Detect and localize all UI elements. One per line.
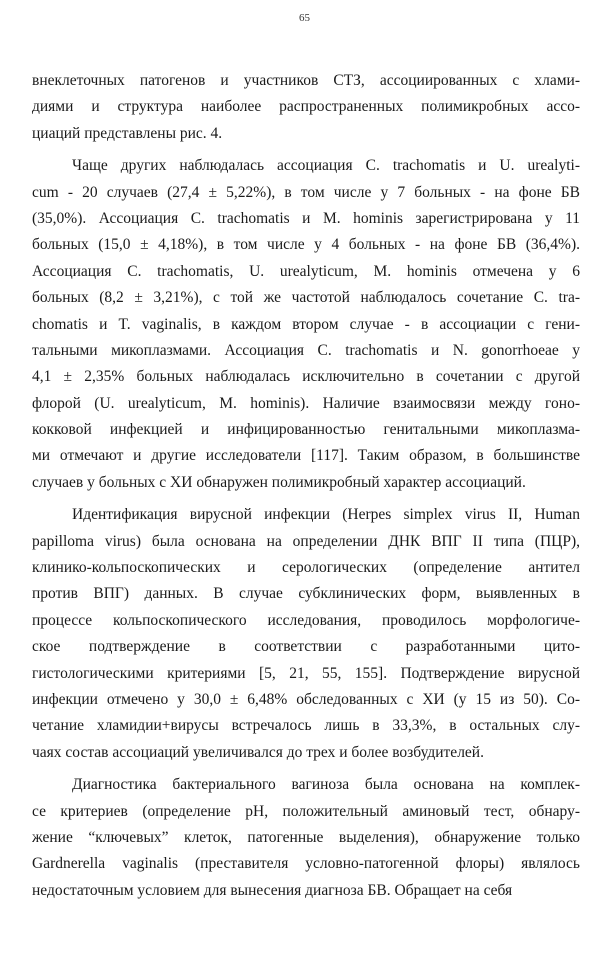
text-line: ское подтверждение в соответствии с разработанными цито- bbox=[32, 638, 580, 656]
text-line: Чаще других наблюдалась ассоциация C. trachomatis и U. urealyti- bbox=[72, 157, 580, 175]
paragraph bbox=[32, 68, 580, 147]
text-line: недостаточным условием для вынесения диагноза БВ. Обращает на себя bbox=[32, 881, 513, 899]
text-line: гистологическими критериями [5, 21, 55, 155]. Подтверждение вирусной bbox=[32, 664, 580, 682]
text-line: Диагностика бактериального вагиноза была основана на комплек- bbox=[72, 776, 580, 794]
text-line: Идентификация вирусной инфекции (Herpes simplex virus II, Human bbox=[72, 506, 580, 524]
paragraph bbox=[32, 502, 580, 766]
text-line: случаев у больных с ХИ обнаружен полимикробный характер ассоциаций. bbox=[32, 473, 526, 491]
text-line: chomatis и T. vaginalis, в каждом втором случае - в ассоциации с гени- bbox=[32, 315, 580, 333]
text-line: cum - 20 случаев (27,4 ± 5,22%), в том числе у 7 больных - на фоне БВ bbox=[32, 183, 580, 201]
text-line: тальными микоплазмами. Ассоциация C. trachomatis и N. gonorrhoeae у bbox=[32, 341, 580, 359]
text-line: жение “ключевых” клеток, патогенные выделения), обнаружение только bbox=[32, 828, 580, 846]
text-line: 4,1 ± 2,35% больных наблюдалась исключительно в сочетании с другой bbox=[32, 368, 580, 386]
text-line: (35,0%). Ассоциация C. trachomatis и M. hominis зарегистрирована у 11 bbox=[32, 209, 580, 227]
text-line: больных (15,0 ± 4,18%), в том числе у 4 больных - на фоне БВ (36,4%). bbox=[32, 236, 580, 254]
text-line: се критериев (определение pH, положительный аминовый тест, обнару- bbox=[32, 802, 580, 820]
text-line: внеклеточных патогенов и участников СТЗ, ассоциированных с хлами- bbox=[32, 72, 580, 89]
paragraph bbox=[32, 772, 580, 904]
page-number: 65 bbox=[299, 12, 310, 24]
text-line: Gardnerella vaginalis (преставителя условно-патогенной флоры) являлось bbox=[32, 855, 580, 873]
text-line: четание хламидии+вирусы встречалось лишь в 33,3%, в остальных слу- bbox=[32, 717, 580, 735]
text-line: инфекции отмечено у 30,0 ± 6,48% обследованных с ХИ (у 15 из 50). Со- bbox=[32, 690, 580, 708]
text-line: процессе кольпоскопического исследования, проводилось морфологиче- bbox=[32, 611, 580, 629]
text-line: papilloma virus) была основана на определении ДНК ВПГ II типа (ПЦР), bbox=[32, 532, 580, 550]
text-line: против ВПГ) данных. В случае субклинических форм, выявленных в bbox=[32, 585, 580, 603]
text-line: диями и структура наиболее распространенных полимикробных ассо- bbox=[32, 98, 580, 116]
text-line: флорой (U. urealyticum, M. hominis). Наличие взаимосвязи между гоно- bbox=[32, 394, 580, 412]
text-line: чаях состав ассоциаций увеличивался до трех и более возбудителей. bbox=[32, 743, 484, 761]
text-line: больных (8,2 ± 3,21%), с той же частотой наблюдалось сочетание C. tra- bbox=[32, 289, 580, 307]
text-line: ми отмечают и другие исследователи [117]. Таким образом, в большинстве bbox=[32, 447, 580, 465]
text-line: Ассоциация C. trachomatis, U. urealyticum, M. hominis отмечена у 6 bbox=[32, 262, 580, 280]
text-line: клинико-кольпоскопических и серологических (определение антител bbox=[32, 559, 580, 577]
text-line: циаций представлены рис. 4. bbox=[32, 124, 223, 142]
body-text bbox=[32, 68, 580, 904]
paragraph bbox=[32, 153, 580, 496]
text-line: кокковой инфекцией и инфицированностью генитальными микоплазма- bbox=[32, 421, 580, 439]
